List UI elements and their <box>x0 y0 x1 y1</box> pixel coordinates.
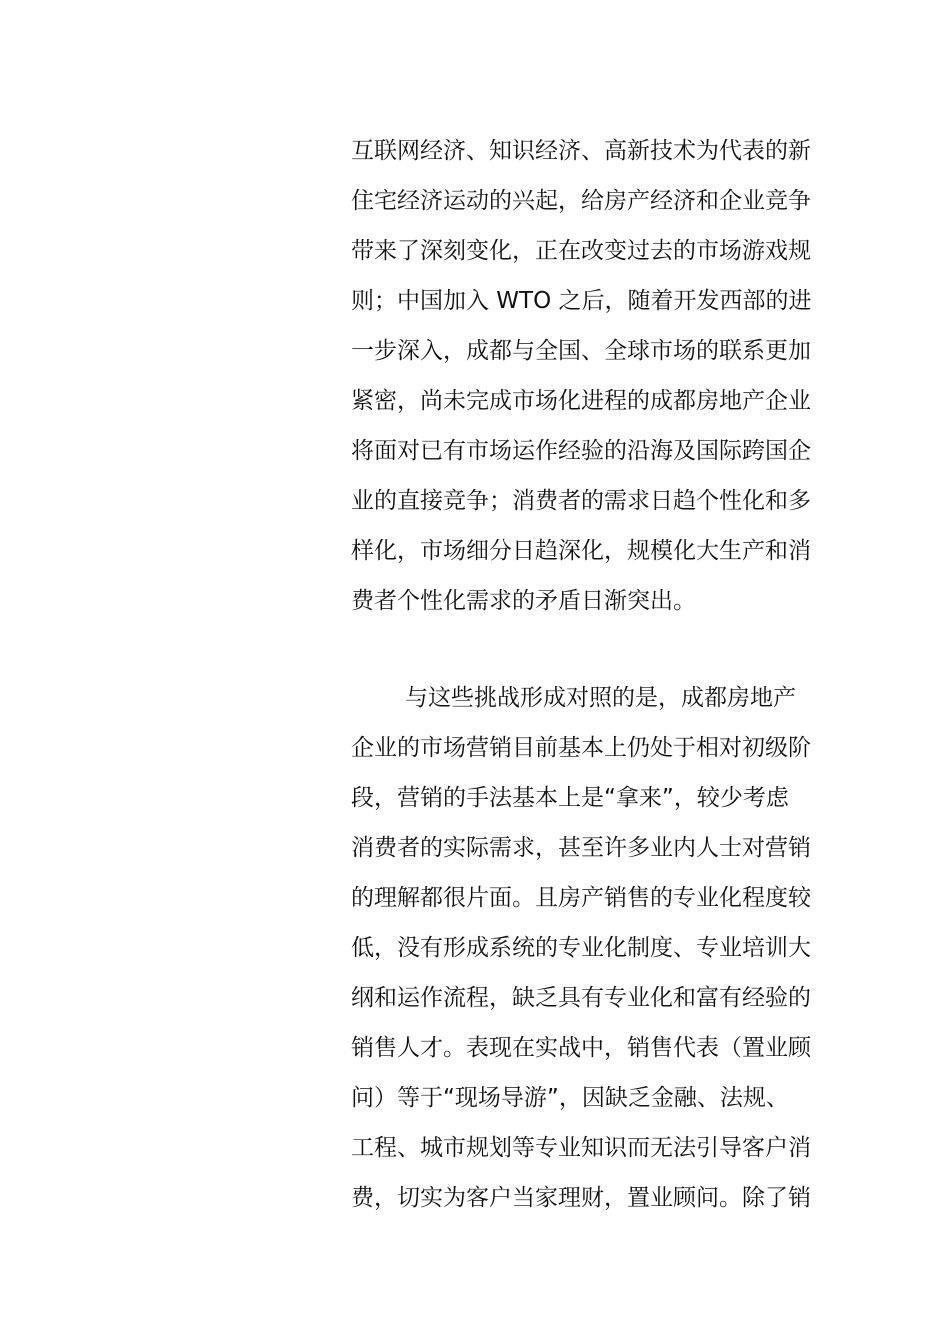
paragraph-line: 则；中国加入 WTO 之后，随着开发西部的进 <box>351 288 812 314</box>
paragraph-line: 问）等于“现场导游”，因缺乏金融、法规、 <box>351 1085 789 1111</box>
paragraph-line: 的理解都很片面。且房产销售的专业化程度较 <box>351 885 811 911</box>
paragraph-line: 低，没有形成系统的专业化制度、专业培训大 <box>351 935 811 961</box>
paragraph-line: 销售人才。表现在实战中，销售代表（置业顾 <box>351 1035 811 1061</box>
paragraph-line: 带来了深刻变化，正在改变过去的市场游戏规 <box>351 238 811 264</box>
paragraph-line: 费者个性化需求的矛盾日渐突出。 <box>351 588 696 614</box>
paragraph-line: 消费者的实际需求，甚至许多业内人士对营销 <box>351 835 811 861</box>
paragraph-line: 工程、城市规划等专业知识而无法引导客户消 <box>351 1135 811 1161</box>
paragraph-line: 业的直接竞争；消费者的需求日趋个性化和多 <box>351 488 811 514</box>
paragraph-1 <box>351 126 812 626</box>
paragraph-line: 与这些挑战形成对照的是，成都房地产 <box>405 685 796 711</box>
paragraph-line: 住宅经济运动的兴起，给房产经济和企业竞争 <box>351 188 811 214</box>
paragraph-line: 将面对已有市场运作经验的沿海及国际跨国企 <box>351 438 811 464</box>
paragraph-line: 段，营销的手法基本上是“拿来”，较少考虑 <box>351 785 789 811</box>
paragraph-line: 紧密，尚未完成市场化进程的成都房地产企业 <box>351 388 811 414</box>
paragraph-line: 一步深入，成都与全国、全球市场的联系更加 <box>351 338 811 364</box>
paragraph-2 <box>351 673 811 1223</box>
paragraph-line: 互联网经济、知识经济、高新技术为代表的新 <box>351 138 811 164</box>
paragraph-line: 纲和运作流程，缺乏具有专业化和富有经验的 <box>351 985 811 1011</box>
paragraph-line: 费，切实为客户当家理财，置业顾问。除了销 <box>351 1185 811 1211</box>
paragraph-line: 样化，市场细分日趋深化，规模化大生产和消 <box>351 538 811 564</box>
paragraph-line: 企业的市场营销目前基本上仍处于相对初级阶 <box>351 735 811 761</box>
